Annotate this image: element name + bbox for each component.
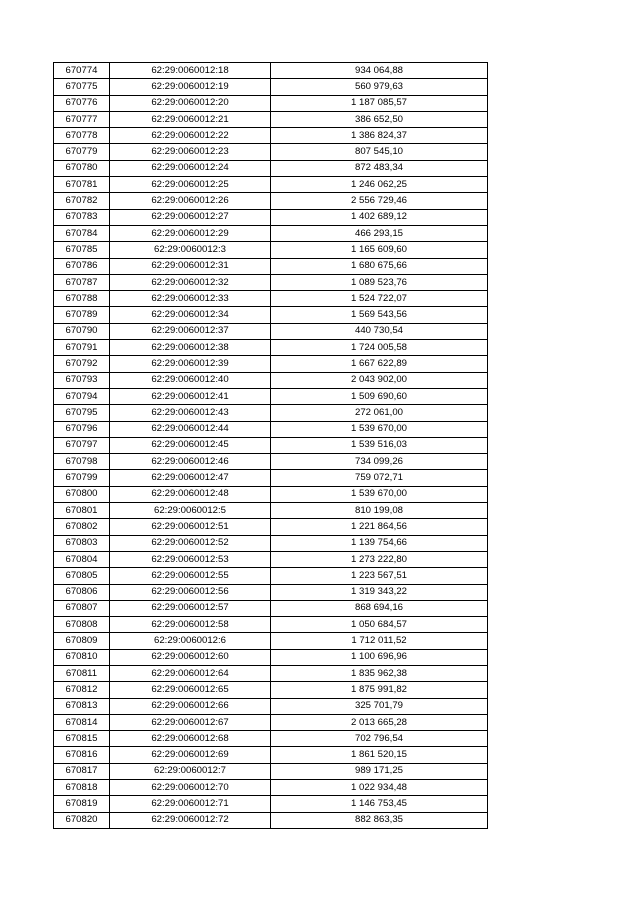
- value-cell: 1 724 005,58: [271, 340, 488, 356]
- value-cell: 1 539 670,00: [271, 421, 488, 437]
- table-row: [54, 503, 488, 519]
- row-number-cell: 670816: [54, 747, 110, 763]
- table-row: [54, 617, 488, 633]
- row-number-cell: 670777: [54, 111, 110, 127]
- cadastral-number-cell: 62:29:0060012:43: [110, 405, 271, 421]
- cadastral-number-cell: 62:29:0060012:18: [110, 63, 271, 79]
- value-cell: 734 099,26: [271, 454, 488, 470]
- cadastral-number-cell: 62:29:0060012:55: [110, 568, 271, 584]
- table-row: [54, 780, 488, 796]
- row-number-cell: 670791: [54, 340, 110, 356]
- value-cell: 2 043 902,00: [271, 372, 488, 388]
- value-cell: 1 146 753,45: [271, 796, 488, 812]
- row-number-cell: 670812: [54, 682, 110, 698]
- value-cell: 440 730,54: [271, 323, 488, 339]
- value-cell: 1 089 523,76: [271, 274, 488, 290]
- row-number-cell: 670818: [54, 780, 110, 796]
- value-cell: 1 165 609,60: [271, 242, 488, 258]
- value-cell: 759 072,71: [271, 470, 488, 486]
- cadastral-number-cell: 62:29:0060012:37: [110, 323, 271, 339]
- table-row: [54, 79, 488, 95]
- row-number-cell: 670820: [54, 812, 110, 828]
- cadastral-number-cell: 62:29:0060012:45: [110, 437, 271, 453]
- row-number-cell: 670787: [54, 274, 110, 290]
- table-row: [54, 470, 488, 486]
- row-number-cell: 670780: [54, 160, 110, 176]
- row-number-cell: 670803: [54, 535, 110, 551]
- value-cell: 934 064,88: [271, 63, 488, 79]
- cadastral-number-cell: 62:29:0060012:56: [110, 584, 271, 600]
- row-number-cell: 670807: [54, 600, 110, 616]
- value-cell: 989 171,25: [271, 763, 488, 779]
- table-row: [54, 63, 488, 79]
- cadastral-number-cell: 62:29:0060012:19: [110, 79, 271, 95]
- cadastral-number-cell: 62:29:0060012:71: [110, 796, 271, 812]
- cadastral-value-table: [53, 62, 488, 829]
- row-number-cell: 670788: [54, 291, 110, 307]
- cadastral-number-cell: 62:29:0060012:39: [110, 356, 271, 372]
- row-number-cell: 670801: [54, 503, 110, 519]
- row-number-cell: 670793: [54, 372, 110, 388]
- value-cell: 1 100 696,96: [271, 649, 488, 665]
- row-number-cell: 670799: [54, 470, 110, 486]
- row-number-cell: 670784: [54, 225, 110, 241]
- table-row: [54, 307, 488, 323]
- cadastral-number-cell: 62:29:0060012:57: [110, 600, 271, 616]
- row-number-cell: 670817: [54, 763, 110, 779]
- row-number-cell: 670790: [54, 323, 110, 339]
- cadastral-number-cell: 62:29:0060012:58: [110, 617, 271, 633]
- table-row: [54, 682, 488, 698]
- row-number-cell: 670804: [54, 551, 110, 567]
- row-number-cell: 670798: [54, 454, 110, 470]
- value-cell: 868 694,16: [271, 600, 488, 616]
- cadastral-number-cell: 62:29:0060012:38: [110, 340, 271, 356]
- value-cell: 1 509 690,60: [271, 388, 488, 404]
- table-row: [54, 242, 488, 258]
- cadastral-number-cell: 62:29:0060012:65: [110, 682, 271, 698]
- row-number-cell: 670774: [54, 63, 110, 79]
- table-row: [54, 812, 488, 828]
- table-body: [54, 63, 488, 829]
- table-row: [54, 356, 488, 372]
- row-number-cell: 670786: [54, 258, 110, 274]
- row-number-cell: 670808: [54, 617, 110, 633]
- table-row: [54, 731, 488, 747]
- row-number-cell: 670806: [54, 584, 110, 600]
- value-cell: 560 979,63: [271, 79, 488, 95]
- row-number-cell: 670800: [54, 486, 110, 502]
- cadastral-number-cell: 62:29:0060012:47: [110, 470, 271, 486]
- value-cell: 1 569 543,56: [271, 307, 488, 323]
- table-row: [54, 796, 488, 812]
- table-row: [54, 111, 488, 127]
- table-row: [54, 584, 488, 600]
- cadastral-number-cell: 62:29:0060012:29: [110, 225, 271, 241]
- table-row: [54, 274, 488, 290]
- cadastral-number-cell: 62:29:0060012:41: [110, 388, 271, 404]
- cadastral-number-cell: 62:29:0060012:21: [110, 111, 271, 127]
- table-row: [54, 258, 488, 274]
- table-row: [54, 568, 488, 584]
- table-row: [54, 291, 488, 307]
- table-row: [54, 519, 488, 535]
- row-number-cell: 670794: [54, 388, 110, 404]
- table-row: [54, 649, 488, 665]
- cadastral-number-cell: 62:29:0060012:34: [110, 307, 271, 323]
- cadastral-number-cell: 62:29:0060012:66: [110, 698, 271, 714]
- table-row: [54, 95, 488, 111]
- value-cell: 1 273 222,80: [271, 551, 488, 567]
- value-cell: 1 402 689,12: [271, 209, 488, 225]
- cadastral-number-cell: 62:29:0060012:48: [110, 486, 271, 502]
- cadastral-number-cell: 62:29:0060012:6: [110, 633, 271, 649]
- value-cell: 1 524 722,07: [271, 291, 488, 307]
- table-row: [54, 600, 488, 616]
- cadastral-number-cell: 62:29:0060012:51: [110, 519, 271, 535]
- cadastral-number-cell: 62:29:0060012:7: [110, 763, 271, 779]
- row-number-cell: 670779: [54, 144, 110, 160]
- value-cell: 325 701,79: [271, 698, 488, 714]
- value-cell: 1 680 675,66: [271, 258, 488, 274]
- cadastral-number-cell: 62:29:0060012:24: [110, 160, 271, 176]
- cadastral-number-cell: 62:29:0060012:44: [110, 421, 271, 437]
- value-cell: 1 139 754,66: [271, 535, 488, 551]
- cadastral-number-cell: 62:29:0060012:20: [110, 95, 271, 111]
- cadastral-number-cell: 62:29:0060012:31: [110, 258, 271, 274]
- table-row: [54, 454, 488, 470]
- row-number-cell: 670795: [54, 405, 110, 421]
- value-cell: 466 293,15: [271, 225, 488, 241]
- row-number-cell: 670785: [54, 242, 110, 258]
- table-row: [54, 340, 488, 356]
- table-row: [54, 144, 488, 160]
- cadastral-number-cell: 62:29:0060012:46: [110, 454, 271, 470]
- value-cell: 1 835 962,38: [271, 665, 488, 681]
- value-cell: 2 556 729,46: [271, 193, 488, 209]
- value-cell: 1 539 670,00: [271, 486, 488, 502]
- value-cell: 810 199,08: [271, 503, 488, 519]
- table-row: [54, 405, 488, 421]
- cadastral-number-cell: 62:29:0060012:52: [110, 535, 271, 551]
- row-number-cell: 670778: [54, 128, 110, 144]
- table-row: [54, 763, 488, 779]
- table-row: [54, 225, 488, 241]
- table-row: [54, 486, 488, 502]
- table-row: [54, 209, 488, 225]
- cadastral-number-cell: 62:29:0060012:69: [110, 747, 271, 763]
- row-number-cell: 670805: [54, 568, 110, 584]
- cadastral-number-cell: 62:29:0060012:23: [110, 144, 271, 160]
- row-number-cell: 670783: [54, 209, 110, 225]
- row-number-cell: 670802: [54, 519, 110, 535]
- row-number-cell: 670775: [54, 79, 110, 95]
- row-number-cell: 670792: [54, 356, 110, 372]
- table-row: [54, 665, 488, 681]
- table-row: [54, 437, 488, 453]
- value-cell: 872 483,34: [271, 160, 488, 176]
- value-cell: 807 545,10: [271, 144, 488, 160]
- table-row: [54, 633, 488, 649]
- value-cell: 1 022 934,48: [271, 780, 488, 796]
- row-number-cell: 670796: [54, 421, 110, 437]
- row-number-cell: 670814: [54, 714, 110, 730]
- value-cell: 1 875 991,82: [271, 682, 488, 698]
- table-row: [54, 535, 488, 551]
- document-page: [53, 62, 487, 829]
- table-row: [54, 177, 488, 193]
- value-cell: 1 223 567,51: [271, 568, 488, 584]
- table-row: [54, 551, 488, 567]
- table-row: [54, 714, 488, 730]
- row-number-cell: 670809: [54, 633, 110, 649]
- row-number-cell: 670811: [54, 665, 110, 681]
- value-cell: 1 319 343,22: [271, 584, 488, 600]
- table-row: [54, 372, 488, 388]
- value-cell: 386 652,50: [271, 111, 488, 127]
- row-number-cell: 670819: [54, 796, 110, 812]
- cadastral-number-cell: 62:29:0060012:25: [110, 177, 271, 193]
- value-cell: 2 013 665,28: [271, 714, 488, 730]
- cadastral-number-cell: 62:29:0060012:27: [110, 209, 271, 225]
- cadastral-number-cell: 62:29:0060012:72: [110, 812, 271, 828]
- cadastral-number-cell: 62:29:0060012:5: [110, 503, 271, 519]
- row-number-cell: 670781: [54, 177, 110, 193]
- table-row: [54, 128, 488, 144]
- table-row: [54, 421, 488, 437]
- row-number-cell: 670776: [54, 95, 110, 111]
- table-row: [54, 747, 488, 763]
- table-row: [54, 388, 488, 404]
- row-number-cell: 670782: [54, 193, 110, 209]
- row-number-cell: 670813: [54, 698, 110, 714]
- value-cell: 1 861 520,15: [271, 747, 488, 763]
- value-cell: 1 539 516,03: [271, 437, 488, 453]
- cadastral-number-cell: 62:29:0060012:40: [110, 372, 271, 388]
- value-cell: 1 221 864,56: [271, 519, 488, 535]
- value-cell: 702 796,54: [271, 731, 488, 747]
- cadastral-number-cell: 62:29:0060012:33: [110, 291, 271, 307]
- table-row: [54, 160, 488, 176]
- value-cell: 1 386 824,37: [271, 128, 488, 144]
- value-cell: 272 061,00: [271, 405, 488, 421]
- value-cell: 882 863,35: [271, 812, 488, 828]
- value-cell: 1 246 062,25: [271, 177, 488, 193]
- value-cell: 1 050 684,57: [271, 617, 488, 633]
- value-cell: 1 667 622,89: [271, 356, 488, 372]
- cadastral-number-cell: 62:29:0060012:60: [110, 649, 271, 665]
- cadastral-number-cell: 62:29:0060012:3: [110, 242, 271, 258]
- cadastral-number-cell: 62:29:0060012:26: [110, 193, 271, 209]
- cadastral-number-cell: 62:29:0060012:32: [110, 274, 271, 290]
- cadastral-number-cell: 62:29:0060012:68: [110, 731, 271, 747]
- cadastral-number-cell: 62:29:0060012:70: [110, 780, 271, 796]
- value-cell: 1 712 011,52: [271, 633, 488, 649]
- table-row: [54, 193, 488, 209]
- table-row: [54, 323, 488, 339]
- cadastral-number-cell: 62:29:0060012:67: [110, 714, 271, 730]
- row-number-cell: 670815: [54, 731, 110, 747]
- row-number-cell: 670789: [54, 307, 110, 323]
- cadastral-number-cell: 62:29:0060012:53: [110, 551, 271, 567]
- row-number-cell: 670797: [54, 437, 110, 453]
- cadastral-number-cell: 62:29:0060012:22: [110, 128, 271, 144]
- cadastral-number-cell: 62:29:0060012:64: [110, 665, 271, 681]
- table-row: [54, 698, 488, 714]
- row-number-cell: 670810: [54, 649, 110, 665]
- value-cell: 1 187 085,57: [271, 95, 488, 111]
